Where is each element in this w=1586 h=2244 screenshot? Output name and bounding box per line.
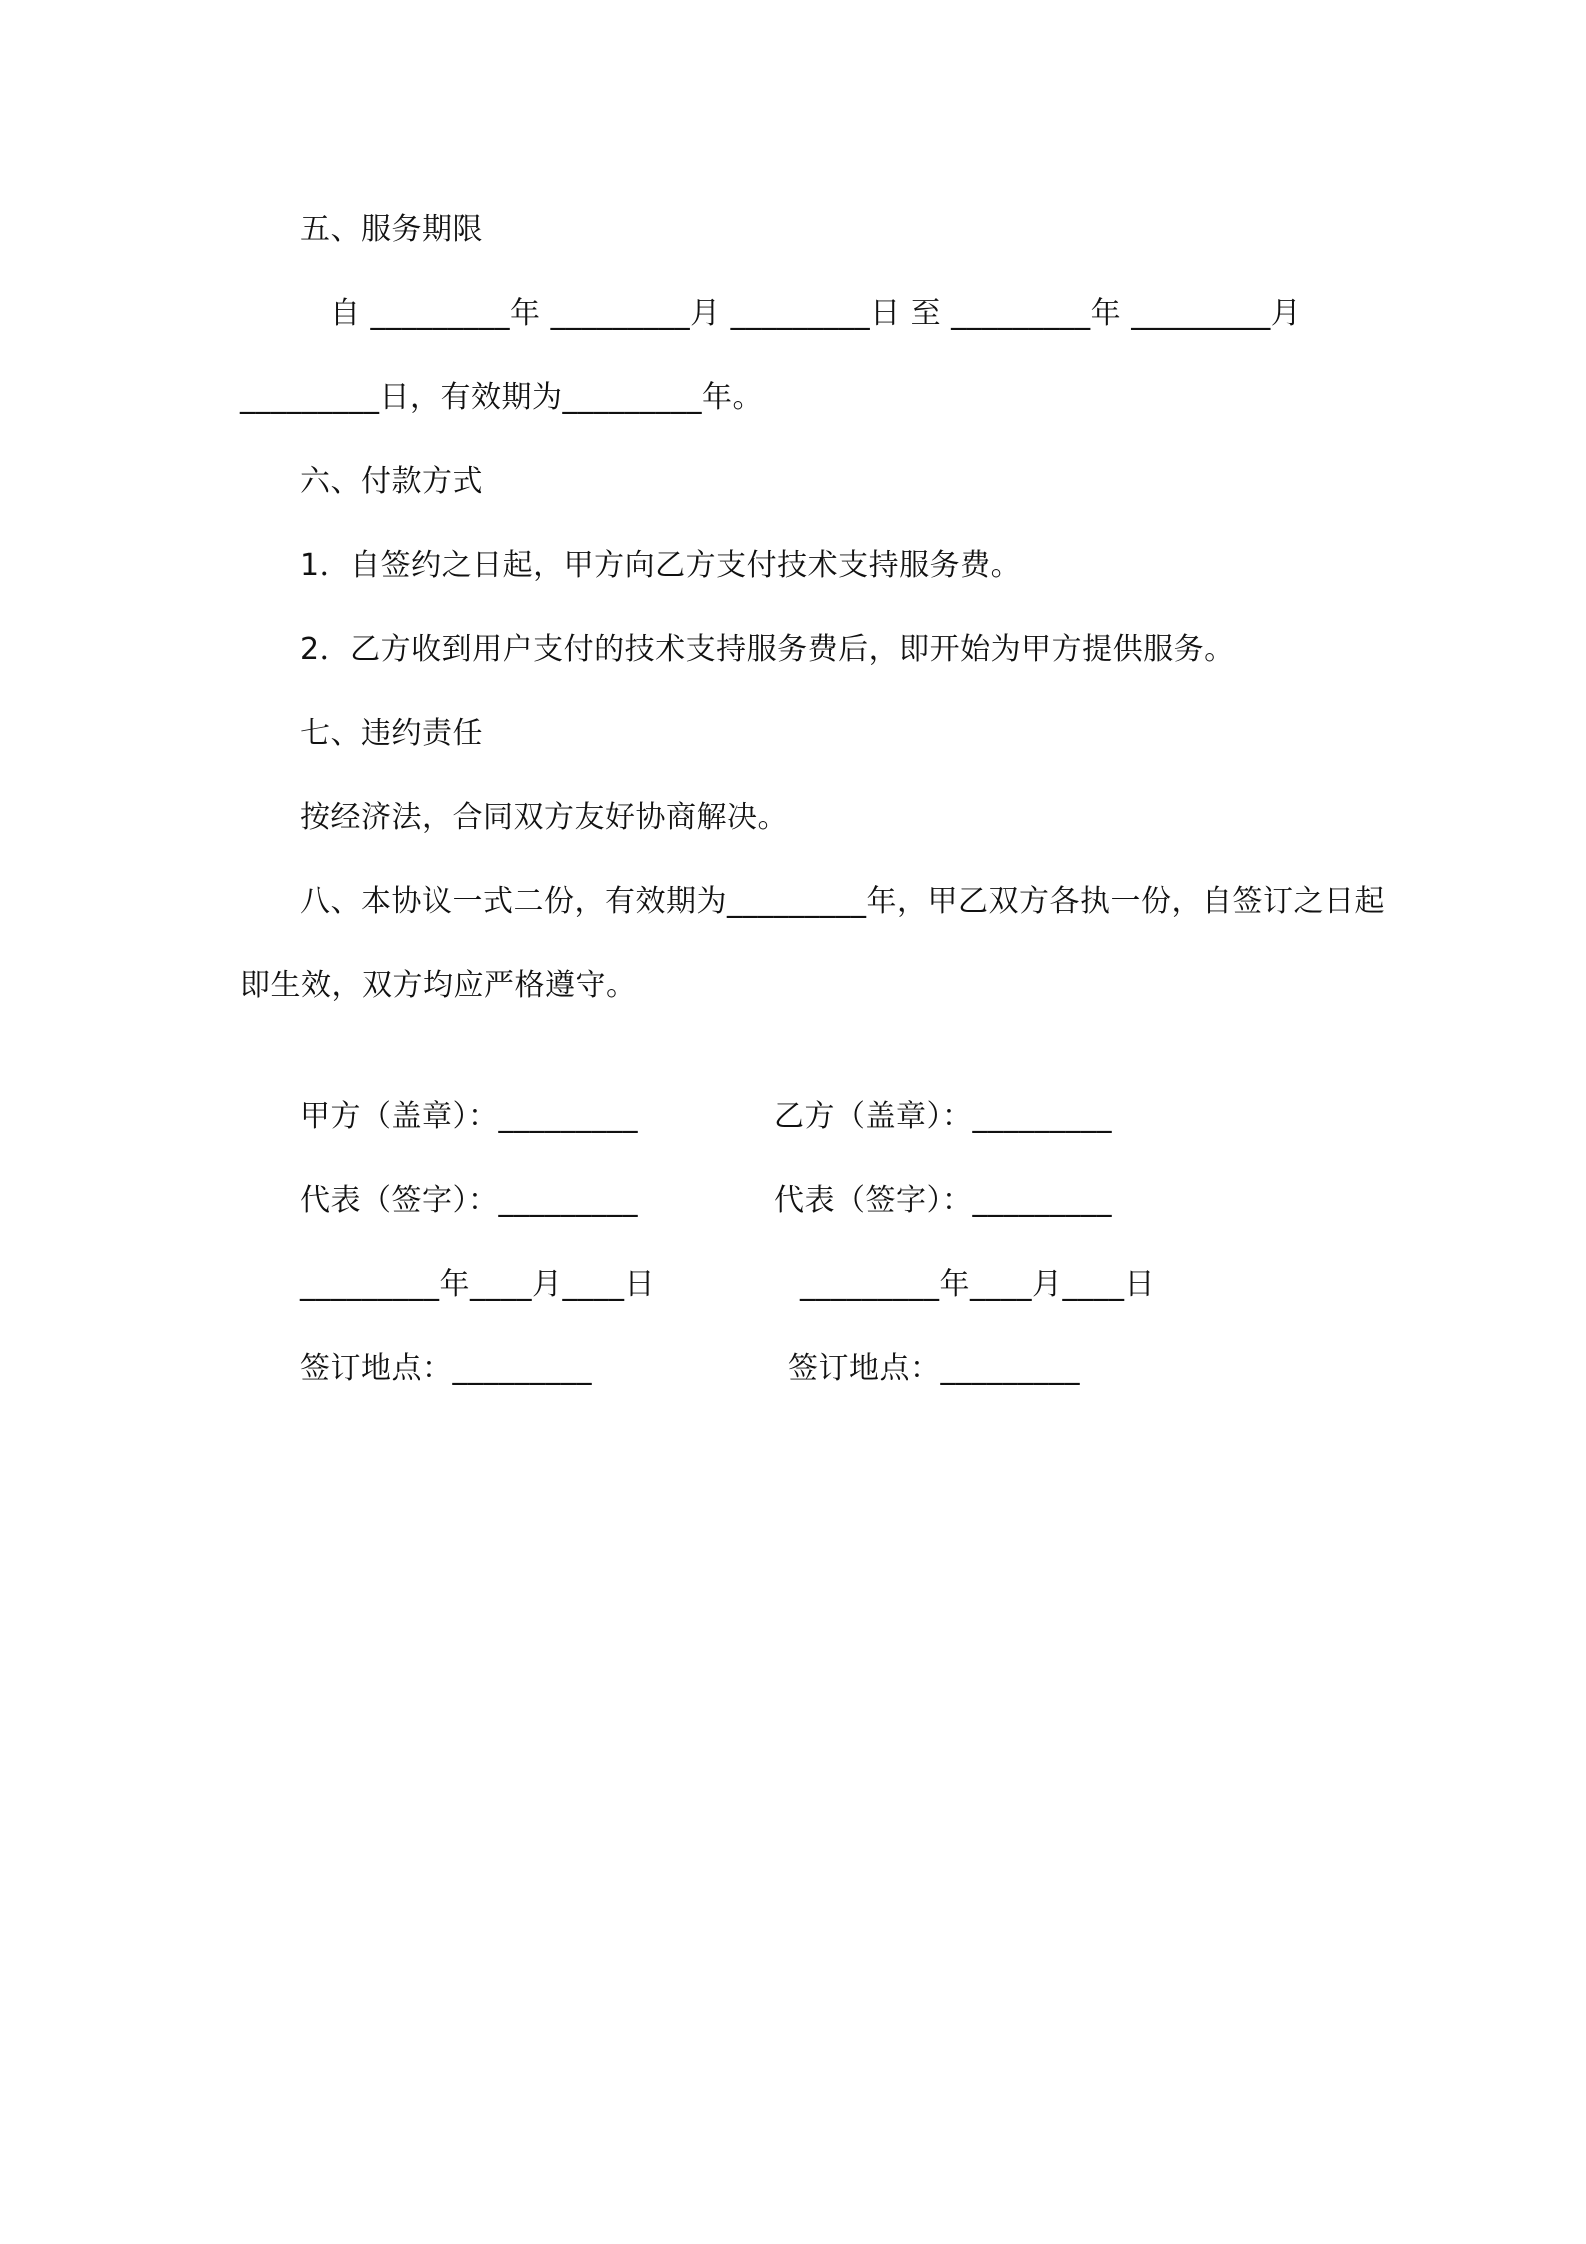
party-a-seal-field: 甲方（盖章）：_________: [300, 1099, 638, 1134]
party-b-seal-field: 乙方（盖章）：_________: [774, 1099, 1112, 1134]
party-b-signing-place-field: 签订地点：_________: [788, 1351, 1080, 1386]
service-period-line-2: _________日，有效期为_________年。: [240, 380, 763, 415]
party-b-representative-field: 代表（签字）：_________: [774, 1183, 1112, 1218]
agreement-clause-line-1: 八、本协议一式二份，有效期为_________年，甲乙双方各执一份，自签订之日起: [300, 884, 1385, 919]
party-a-date-field: _________年____月____日: [300, 1267, 655, 1302]
party-a-representative-field: 代表（签字）：_________: [300, 1183, 638, 1218]
agreement-clause-line-2: 即生效，双方均应严格遵守。: [240, 968, 637, 1003]
service-period-line-1: 自 _________年 _________月 _________日 至 _________年 _________月: [330, 296, 1302, 331]
payment-item-2: 2．乙方收到用户支付的技术支持服务费后，即开始为甲方提供服务。: [300, 632, 1235, 667]
party-a-signing-place-field: 签订地点：_________: [300, 1351, 592, 1386]
section-7-heading: 七、违约责任: [300, 716, 483, 751]
section-5-heading: 五、服务期限: [300, 212, 483, 247]
liability-text: 按经济法，合同双方友好协商解决。: [300, 800, 788, 835]
party-b-date-field: _________年____月____日: [800, 1267, 1155, 1302]
section-6-heading: 六、付款方式: [300, 464, 483, 499]
payment-item-1: 1．自签约之日起，甲方向乙方支付技术支持服务费。: [300, 548, 1022, 583]
